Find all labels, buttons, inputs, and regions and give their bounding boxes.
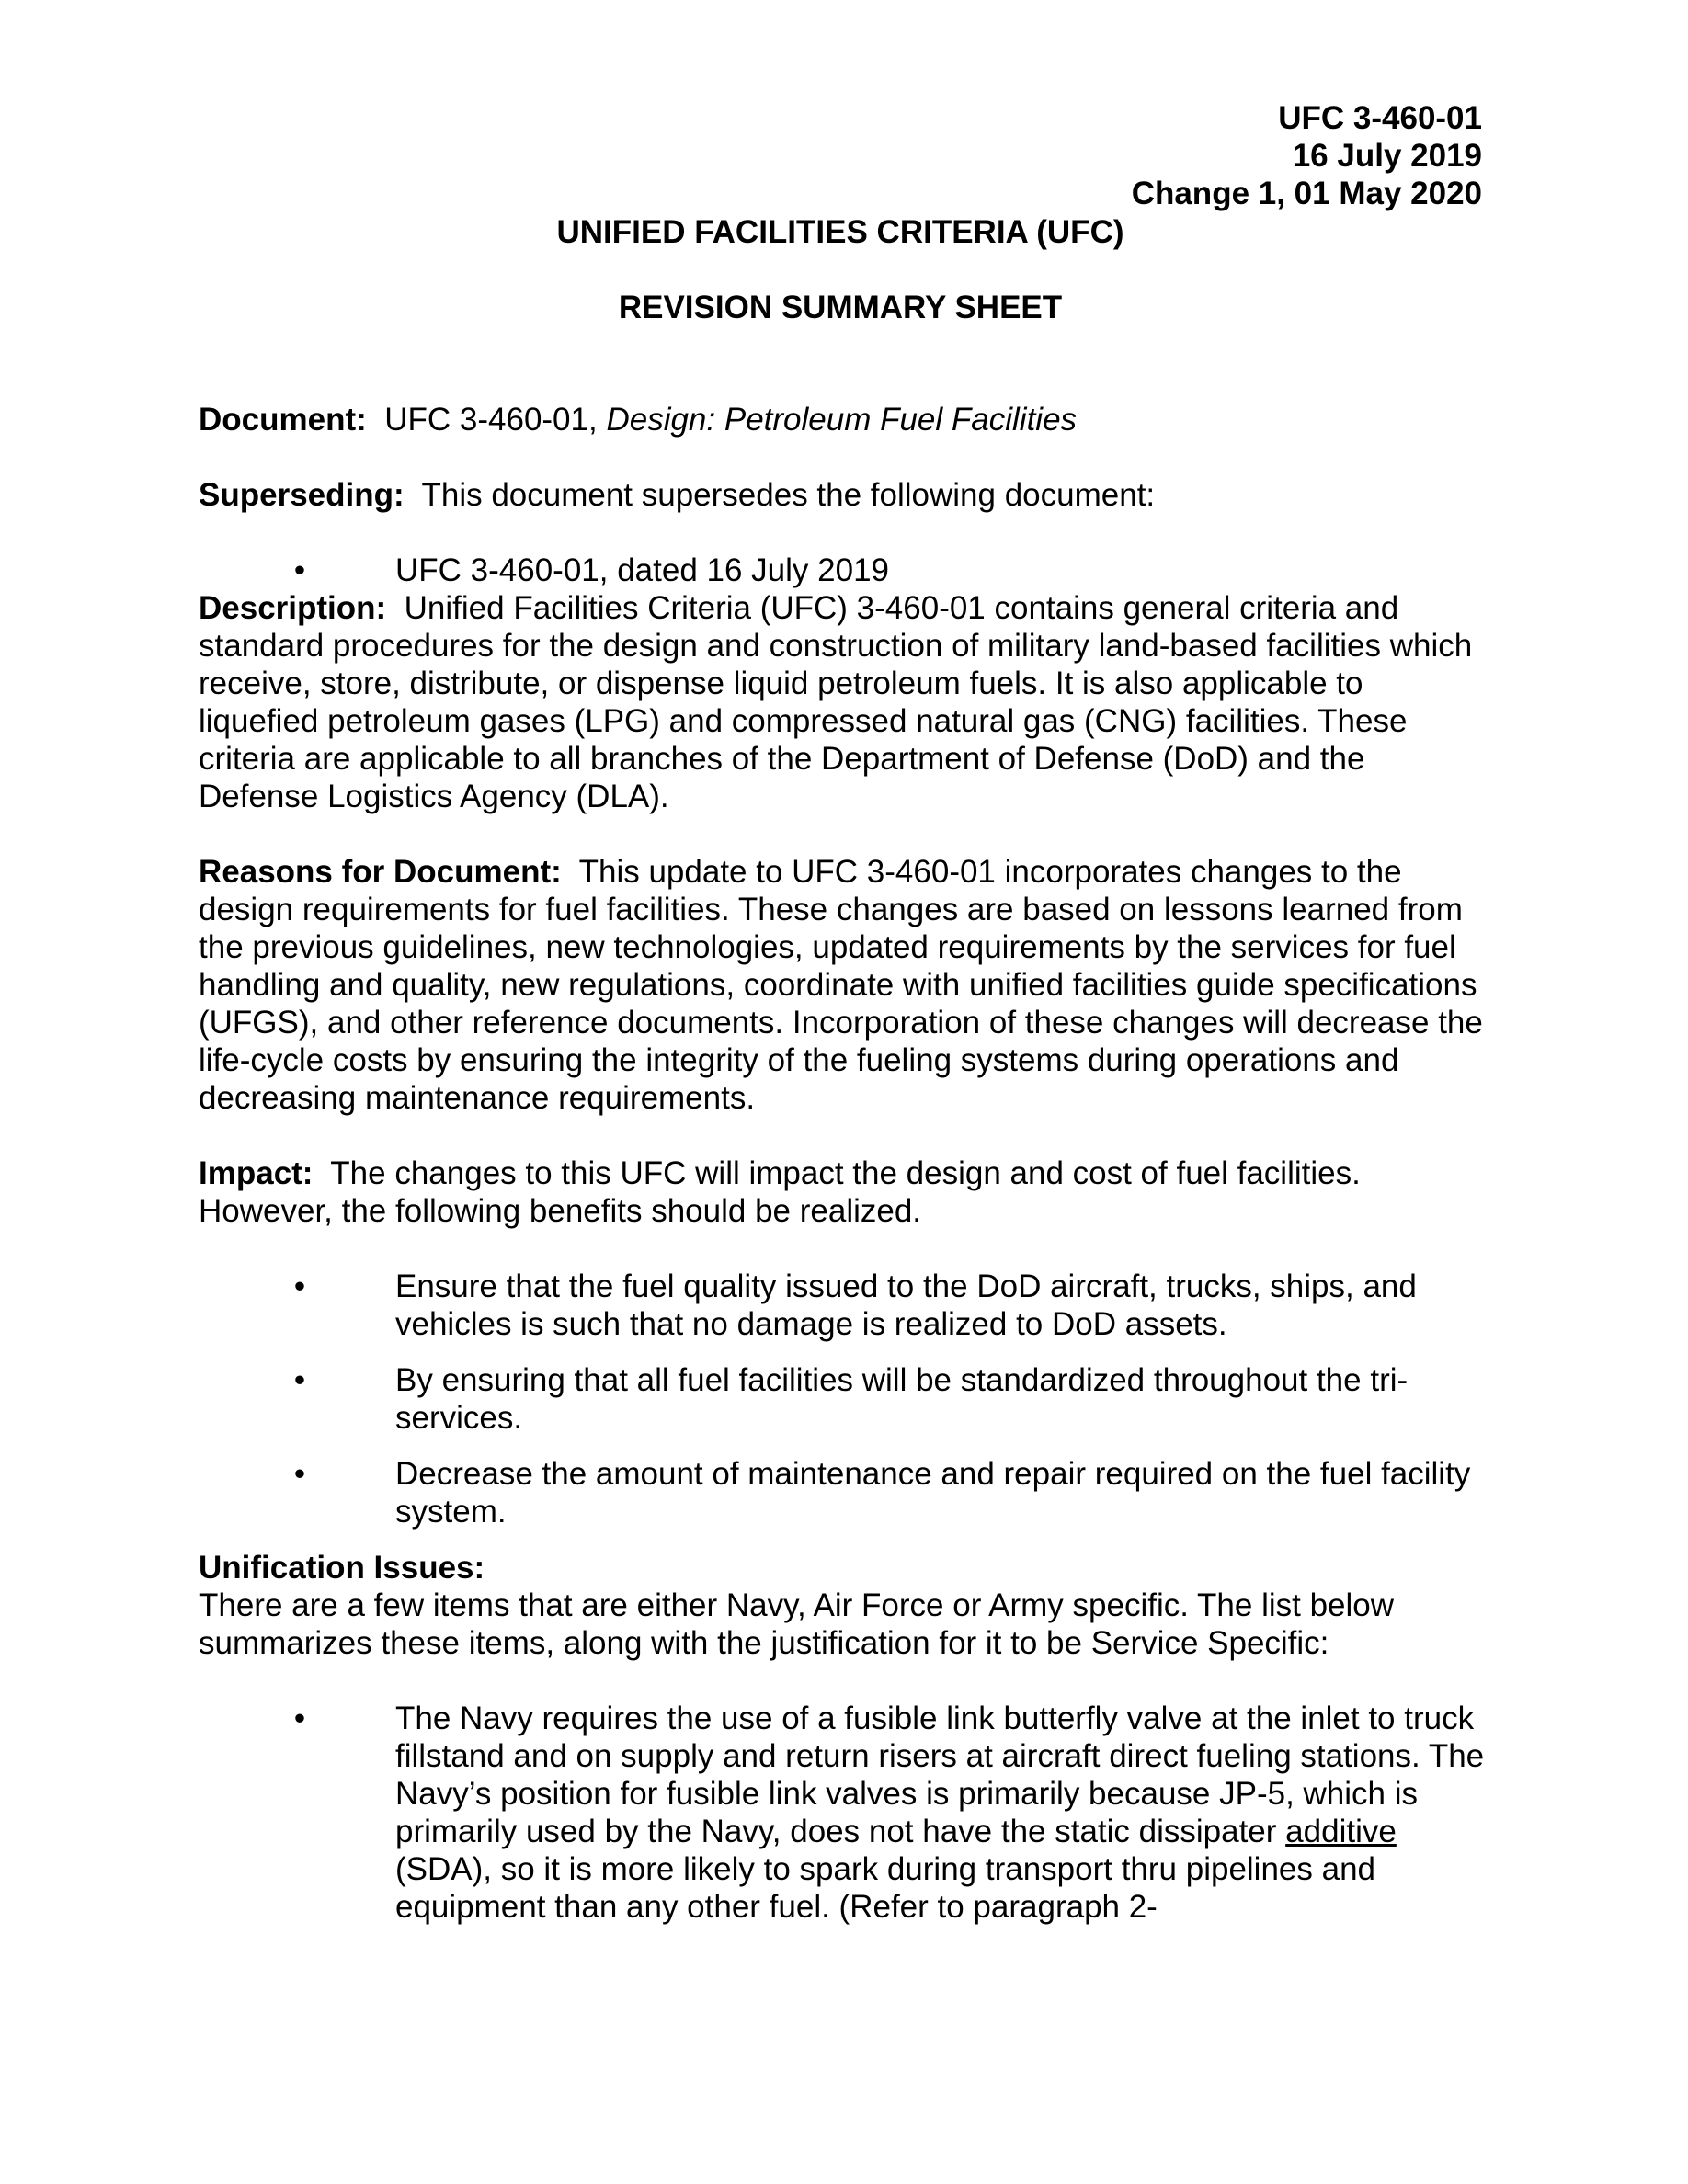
description-section (199, 589, 1489, 815)
document-label: Document: (199, 402, 367, 438)
impact-label: Impact: (199, 1155, 314, 1191)
impact-list (199, 1268, 1489, 1530)
document-text: UFC 3-460-01, (384, 402, 607, 438)
superseding-label: Superseding: (199, 477, 405, 513)
document-body (199, 401, 1489, 1926)
bullet-icon: • (293, 1456, 306, 1492)
main-title: UNIFIED FACILITIES CRITERIA (UFC) (556, 214, 1124, 250)
impact-section (199, 1155, 1489, 1230)
document-header (1132, 99, 1482, 212)
list-item: • Decrease the amount of maintenance and repair required on the fuel facility system. (293, 1456, 1471, 1530)
bullet-icon: • (293, 1362, 306, 1398)
bullet-icon: • (293, 1701, 306, 1736)
bullet-icon: • (293, 1268, 306, 1304)
additive-link: additive (1285, 1814, 1397, 1849)
list-item: • By ensuring that all fuel facilities will be standardized throughout the tri-services. (293, 1362, 1409, 1436)
unification-text: There are a few items that are either Navy, Air Force or Army specific. The list below summarizes these items, along with the justification for it to be Service Specific: (199, 1587, 1395, 1661)
bullet-icon: • (293, 552, 306, 588)
superseding-list (199, 552, 1489, 589)
unification-list (199, 1700, 1489, 1926)
list-item: • The Navy requires the use of a fusible link butterfly valve at the inlet to truck fillstand and on supply and return risers at aircraft direct fueling stations. The Navy’s position for fusible link valves is primarily because JP-5, which is primarily used by the Navy, does not have the static dissipater additive (SDA), so it is more likely to spark during transport thru pipelines and equipment than any other fuel. (Refer to paragraph 2- (293, 1701, 1485, 1925)
description-text: Unified Facilities Criteria (UFC) 3-460-01 contains general criteria and standard procedures for the design and construction of military land-based facilities which receive, store, distribute, or dispense liquid petroleum fuels. It is also applicable to liquefied petroleum gases (LPG) and compressed natural gas (CNG) facilities. These criteria are applicable to all branches of the Department of Defense (DoD) and the Defense Logistics Agency (DLA). (199, 590, 1473, 814)
document-title: Design: Petroleum Fuel Facilities (606, 402, 1078, 438)
impact-text: The changes to this UFC will impact the design and cost of fuel facilities. However, the following benefits should be realized. (199, 1155, 1361, 1229)
doc-change: Change 1, 01 May 2020 (1131, 176, 1482, 211)
sub-title: REVISION SUMMARY SHEET (618, 290, 1063, 325)
list-item: • UFC 3-460-01, dated 16 July 2019 (293, 552, 889, 588)
unification-label: Unification Issues: (199, 1550, 485, 1586)
doc-date: 16 July 2019 (1292, 138, 1482, 174)
description-label: Description: (199, 590, 387, 626)
superseding-text: This document supersedes the following document: (421, 477, 1156, 513)
reasons-section (199, 853, 1489, 1117)
reasons-label: Reasons for Document: (199, 854, 562, 890)
reasons-text: This update to UFC 3-460-01 incorporates changes to the design requirements for fuel facilities. These changes are based on lessons learned from the previous guidelines, new technologies, updated requirements by the services for fuel handling and quality, new regulations, coordinate with unified facilities guide specifications (UFGS), and other reference documents. Incorporation of these changes will decrease the life-cycle costs by ensuring the integrity of the fueling systems during operations and decreasing maintenance requirements. (199, 854, 1483, 1116)
list-item: • Ensure that the fuel quality issued to the DoD aircraft, trucks, ships, and vehicles is such that no damage is realized to DoD assets. (293, 1268, 1417, 1342)
document-section (199, 401, 1489, 438)
superseding-section (199, 476, 1489, 514)
doc-number: UFC 3-460-01 (1278, 100, 1482, 136)
